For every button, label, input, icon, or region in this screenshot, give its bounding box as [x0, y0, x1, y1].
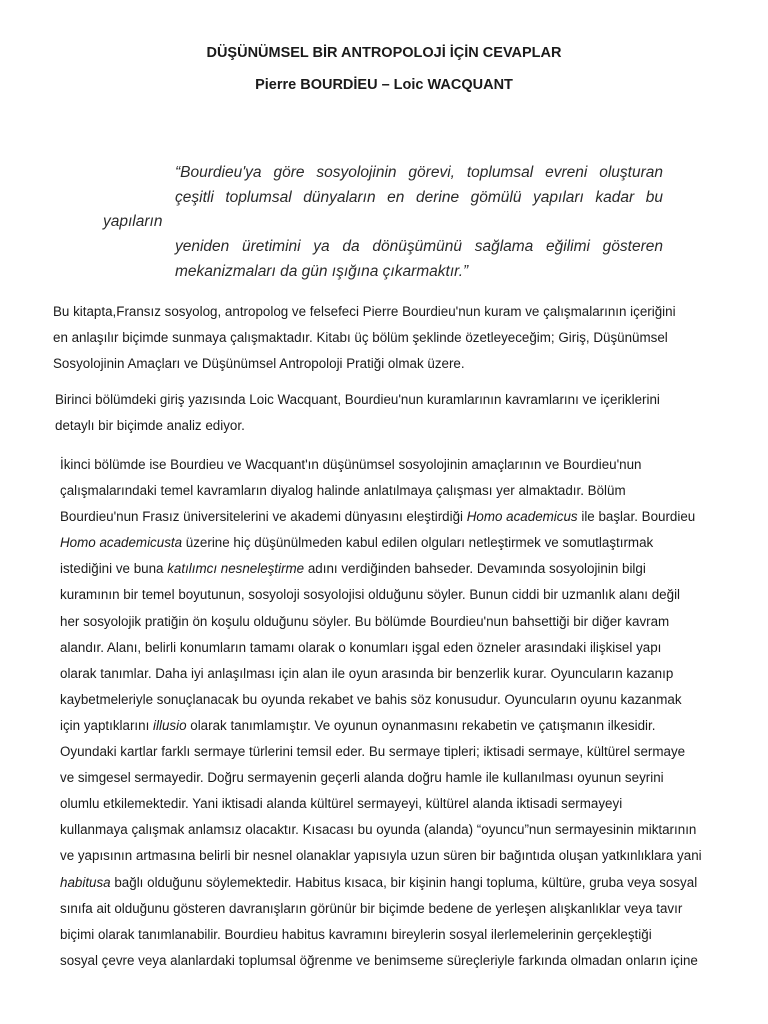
paragraph-line: en anlaşılır biçimde sunmaya çalışmaktadır. Kitabı üç bölüm şeklinde özetleyeceğim; Giriş, Düşünümsel — [53, 330, 668, 346]
paragraph-line — [47, 870, 720, 896]
paragraph-first-section — [47, 387, 720, 439]
paragraph-line: biçimi olarak tanımlanabilir. Bourdieu habitus kavramını bireylerin sosyal ilerlemelerinin gerçekleştiği — [60, 926, 652, 942]
paragraph-second-section — [47, 452, 720, 974]
quote-line: çeşitli toplumsal dünyaların en derine gömülü yapıları kadar bu yapıların — [103, 188, 663, 231]
text-run: Bourdieu'nun Frasız üniversitelerini ve akademi dünyasını eleştirdiği — [60, 509, 467, 525]
paragraph-intro — [47, 299, 720, 377]
text-run: bağlı olduğunu söylemektedir. Habitus kısaca, bir kişinin hangi topluma, kültüre, gruba veya sosyal — [110, 874, 698, 890]
document-authors: Pierre BOURDİEU – Loic WACQUANT — [255, 77, 513, 93]
text-run: üzerine hiç düşünülmeden kabul edilen olguları netleştirmek ve somutlaştırmak — [182, 535, 654, 551]
quote-line: mekanizmaları da gün ışığına çıkarmaktır.” — [175, 262, 469, 280]
paragraph-line: ve simgesel sermayedir. Doğru sermayenin geçerli alanda doğru hamle ile kullanılması oyunun seyrini — [60, 770, 664, 786]
italic-term: Homo academicusta — [60, 535, 183, 551]
paragraph-line: her sosyolojik pratiğin ön koşulu olduğunu söyler. Bu bölümde Bourdieu'nun bahsettiği bir diğer kavram — [60, 613, 670, 629]
paragraph-line: Oyundaki kartlar farklı sermaye türlerini temsil eder. Bu sermaye tipleri; iktisadi sermaye, kültürel sermaye — [60, 744, 686, 760]
text-run: olarak tanımlamıştır. Ve oyunun oynanmasını rekabetin ve çatışmanın ilkesidir. — [186, 717, 656, 733]
paragraph-line: detaylı bir biçimde analiz ediyor. — [55, 418, 245, 434]
epigraph-quote — [103, 161, 663, 285]
italic-term: illusio — [153, 717, 187, 733]
paragraph-line: sınıfa ait olduğunu gösteren davranışların görünür bir biçimde bedene de yerleşen alışkanlıklar veya tavır — [60, 900, 683, 916]
paragraph-line: İkinci bölümde ise Bourdieu ve Wacquant'ın düşünümsel sosyolojinin amaçlarının ve Bourdieu'nun — [60, 457, 642, 472]
paragraph-line: kullanmaya çalışmak anlamsız olacaktır. Kısacası bu oyunda (alanda) “oyuncu”nun sermayesinin miktarının — [60, 822, 697, 838]
paragraph-line: Bu kitapta,Fransız sosyolog, antropolog ve felsefeci Pierre Bourdieu'nun kuram ve çalışmalarının içeriğini — [53, 304, 676, 319]
paragraph-line — [47, 556, 720, 582]
italic-term: Homo academicus — [466, 509, 578, 525]
text-run: istediğini ve buna — [60, 561, 168, 577]
paragraph-line: kuramının bir temel boyutunun, sosyoloji sosyolojisi olduğunu söyler. Bunun ciddi bir uzmanlık alanı değil — [60, 587, 681, 603]
text-run: ile başlar. Bourdieu — [577, 509, 696, 525]
text-run: adını verdiğinden bahseder. Devamında sosyolojinin bilgi — [304, 561, 646, 577]
paragraph-line — [47, 530, 720, 556]
paragraph-line: Birinci bölümdeki giriş yazısında Loic Wacquant, Bourdieu'nun kuramlarının kavramlarını ve içeriklerini — [55, 392, 660, 407]
italic-term: katılımcı nesneleştirme — [167, 561, 305, 577]
paragraph-line: ve yapısının artmasına belirli bir nesnel olanaklar yapısıyla uzun süren bir bağıntıda oluşan yatkınlıklara yani — [60, 848, 702, 864]
paragraph-line: olumlu etkilemektedir. Yani iktisadi alanda kültürel sermayeyi, kültürel alanda iktisadi sermayeyi — [60, 796, 623, 812]
paragraph-line: çalışmalarındaki temel kavramların diyalog halinde anlatılmaya çalışması yer almaktadır. Bölüm — [60, 483, 626, 499]
italic-term: habitusa — [60, 874, 111, 890]
paragraph-line: sosyal çevre veya alanlardaki toplumsal öğrenme ve benimseme süreçleriyle farkında olmadan onların içine — [60, 952, 698, 968]
text-run: için yaptıklarını — [60, 717, 154, 733]
paragraph-line — [47, 713, 720, 739]
paragraph-line: olarak tanımlar. Daha iyi anlaşılması için alan ile oyun arasında bir benzerlik kurar. Oyuncuların kazanıp — [60, 665, 674, 681]
quote-line: yeniden üretimini ya da dönüşümünü sağlama eğilimi gösteren — [175, 238, 663, 256]
paragraph-line: alandır. Alanı, belirli konumların tamamı olarak o konumları işgal eden özneler arasındaki ilişkisel yapı — [60, 639, 662, 655]
paragraph-line — [47, 504, 720, 530]
quote-line: “Bourdieu'ya göre sosyolojinin görevi, toplumsal evreni oluşturan — [175, 164, 663, 181]
paragraph-line: Sosyolojinin Amaçları ve Düşünümsel Antropoloji Pratiği olmak üzere. — [53, 356, 465, 372]
document-title: DÜŞÜNÜMSEL BİR ANTROPOLOJİ İÇİN CEVAPLAR — [206, 45, 562, 61]
paragraph-line: kaybetmeleriyle sonuçlanacak bu oyunda rekabet ve bahis söz konusudur. Oyuncuların oyunu kazanmak — [60, 691, 682, 707]
